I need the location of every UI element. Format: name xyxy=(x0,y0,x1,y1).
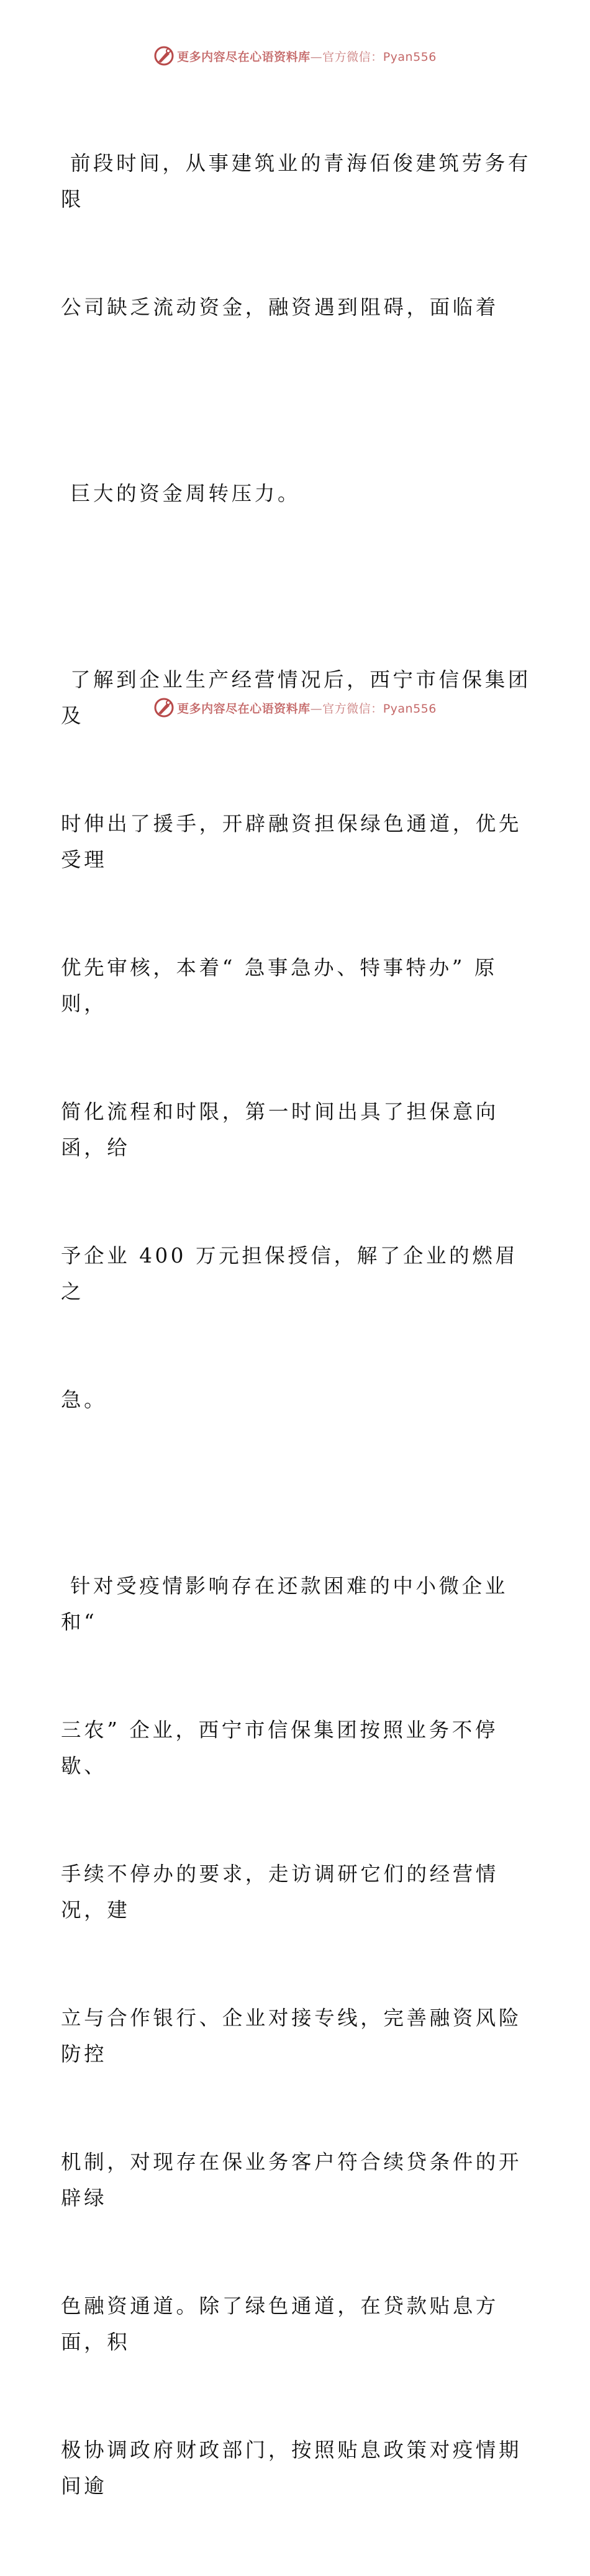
pen-logo-icon xyxy=(153,697,175,718)
watermark-separator: — xyxy=(310,50,323,64)
watermark-wechat-account: Pyan556 xyxy=(383,701,437,716)
paragraph-3 xyxy=(61,590,533,1490)
paragraph-line: 巨大的资金周转压力。 xyxy=(61,482,301,505)
paragraph-line: 优先审核，本着“ 急事急办、特事特办” 原则， xyxy=(61,956,497,1016)
watermark-site-text: 更多内容尽在心语资料库 xyxy=(177,701,311,716)
paragraph-line: 三农” 企业，西宁市信保集团按照业务不停歇、 xyxy=(61,1718,498,1778)
paragraph-line: 简化流程和时限，第一时间出具了担保意向函，给 xyxy=(61,1100,499,1160)
paragraph-line: 急。 xyxy=(61,1388,107,1412)
paragraph-line: 机制，对现存在保业务客户符合续贷条件的开辟绿 xyxy=(61,2150,522,2210)
paragraph-line: 立与合作银行、企业对接专线，完善融资风险防控 xyxy=(61,2006,522,2066)
watermark-wechat-label: 官方微信： xyxy=(322,701,383,716)
paragraph-1 xyxy=(61,73,533,397)
paragraph-line: 色融资通道。除了绿色通道，在贷款贴息方面，积 xyxy=(61,2294,499,2354)
paragraph-line: 予企业 400 万元担保授信，解了企业的燃眉之 xyxy=(61,1244,519,1304)
footer-watermark-banner xyxy=(0,695,590,720)
watermark-text xyxy=(177,700,437,716)
watermark-separator: — xyxy=(310,701,323,716)
watermark-text xyxy=(177,48,437,65)
paragraph-line: 时伸出了援手，开辟融资担保绿色通道，优先受理 xyxy=(61,812,522,871)
paragraph-4 xyxy=(61,1496,533,2576)
paragraph-line: 手续不停办的要求，走访调研它们的经营情况，建 xyxy=(61,1862,499,1922)
paragraph-line: 了解到企业生产经营情况后，西宁市信保集团及 xyxy=(61,668,531,727)
paragraph-line: 公司缺乏流动资金，融资遇到阻碍，面临着 xyxy=(61,295,499,319)
watermark-wechat-account: Pyan556 xyxy=(383,50,437,64)
watermark-site-text: 更多内容尽在心语资料库 xyxy=(177,50,311,64)
paragraph-2 xyxy=(61,403,533,583)
paragraph-line: 极协调政府财政部门，按照贴息政策对疫情期间逾 xyxy=(61,2438,522,2498)
pen-logo-icon xyxy=(153,45,175,66)
document-body xyxy=(61,73,533,2576)
header-watermark-banner xyxy=(0,43,590,68)
paragraph-line: 前段时间，从事建筑业的青海佰俊建筑劳务有限 xyxy=(61,151,531,211)
watermark-wechat-label: 官方微信： xyxy=(322,50,383,64)
paragraph-line: 针对受疫情影响存在还款困难的中小微企业和“ xyxy=(61,1574,508,1634)
